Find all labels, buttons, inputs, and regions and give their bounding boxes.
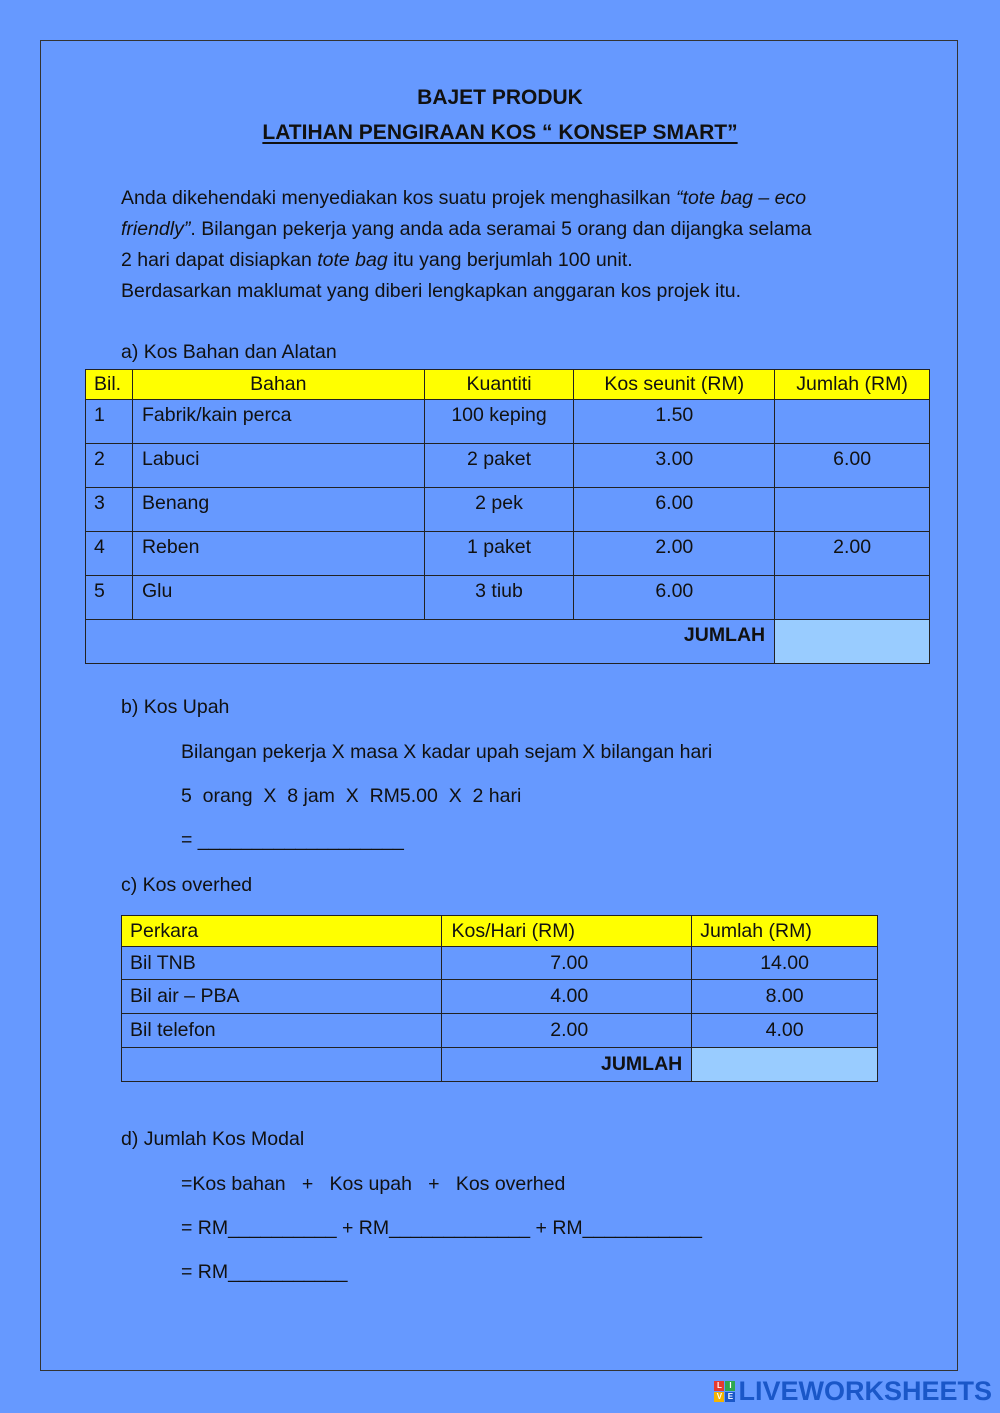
materials-table — [85, 369, 930, 664]
cell-bahan: Benang — [132, 488, 424, 532]
total-label: JUMLAH — [442, 1048, 692, 1082]
header-kuantiti: Kuantiti — [424, 370, 574, 400]
cell-jumlah: 2.00 — [775, 532, 930, 576]
wage-answer-blank[interactable]: = ___________________ — [181, 829, 404, 851]
table-row — [86, 488, 930, 532]
header-jumlah: Jumlah (RM) — [692, 916, 878, 947]
cell-jumlah: 4.00 — [692, 1014, 878, 1048]
cell-jumlah: 8.00 — [692, 980, 878, 1014]
cell-kos: 2.00 — [442, 1014, 692, 1048]
table-row — [122, 980, 878, 1014]
section-a-label: a) Kos Bahan dan Alatan — [121, 341, 337, 363]
section-c-label: c) Kos overhed — [121, 874, 253, 896]
cell-kuantiti: 100 keping — [424, 400, 574, 444]
capital-total-blank[interactable]: = RM___________ — [181, 1261, 348, 1283]
cell-perkara: Bil air – PBA — [122, 980, 442, 1014]
badge-letter: L — [714, 1381, 724, 1391]
cell-kos: 6.00 — [574, 488, 775, 532]
cell-kos: 7.00 — [442, 947, 692, 980]
cell-kos: 6.00 — [574, 576, 775, 620]
cell-bahan: Fabrik/kain perca — [132, 400, 424, 444]
cell-kos: 1.50 — [574, 400, 775, 444]
cell-bil: 2 — [86, 444, 133, 488]
capital-formula: =Kos bahan + Kos upah + Kos overhed — [181, 1173, 566, 1195]
intro-paragraph: Anda dikehendaki menyediakan kos suatu projek menghasilkan “tote bag – eco friendly”. Bilangan pekerja yang anda ada seramai 5 orang dan dijangka selama 2 hari dapat disiapkan tote bag itu yang berjumlah 100 unit. Berdasarkan maklumat yang diberi lengkapkan anggaran kos projek itu. — [121, 187, 812, 302]
materials-header-row — [86, 370, 930, 400]
badge-letter: E — [725, 1392, 735, 1402]
header-bahan: Bahan — [132, 370, 424, 400]
cell-kuantiti: 1 paket — [424, 532, 574, 576]
cell-bil: 1 — [86, 400, 133, 444]
wage-formula: Bilangan pekerja X masa X kadar upah sejam X bilangan hari — [181, 741, 713, 763]
cell-jumlah: 6.00 — [775, 444, 930, 488]
overhead-total-answer[interactable] — [692, 1048, 878, 1082]
liveworksheets-badge-icon — [714, 1381, 735, 1402]
section-b-label: b) Kos Upah — [121, 696, 230, 718]
cell-bahan: Glu — [132, 576, 424, 620]
cell-kos: 3.00 — [574, 444, 775, 488]
badge-letter: V — [714, 1392, 724, 1402]
cell-bahan: Reben — [132, 532, 424, 576]
cell-bil: 4 — [86, 532, 133, 576]
table-row — [86, 400, 930, 444]
overhead-table — [121, 915, 878, 1082]
answer-cell-jumlah[interactable] — [775, 576, 930, 620]
answer-cell-jumlah[interactable] — [775, 488, 930, 532]
table-row — [122, 1014, 878, 1048]
header-jumlah: Jumlah (RM) — [775, 370, 930, 400]
cell-kuantiti: 2 paket — [424, 444, 574, 488]
table-row — [86, 532, 930, 576]
liveworksheets-wordmark: LIVEWORKSHEETS — [738, 1376, 992, 1406]
cell-bahan: Labuci — [132, 444, 424, 488]
capital-breakdown-blanks[interactable]: = RM__________ + RM_____________ + RM___________ — [181, 1217, 702, 1239]
header-perkara: Perkara — [122, 916, 442, 947]
total-label: JUMLAH — [86, 620, 775, 664]
page-subtitle: LATIHAN PENGIRAAN KOS “ KONSEP SMART” — [262, 121, 738, 144]
cell-kuantiti: 2 pek — [424, 488, 574, 532]
section-d-label: d) Jumlah Kos Modal — [121, 1128, 305, 1150]
cell-bil: 5 — [86, 576, 133, 620]
page-title: BAJET PRODUK — [417, 86, 583, 109]
materials-total-row — [86, 620, 930, 664]
cell-perkara: Bil telefon — [122, 1014, 442, 1048]
header-kos-seunit: Kos seunit (RM) — [574, 370, 775, 400]
overhead-header-row — [122, 916, 878, 947]
badge-letter: I — [725, 1381, 735, 1391]
table-row — [86, 444, 930, 488]
materials-total-answer[interactable] — [775, 620, 930, 664]
liveworksheets-logo[interactable] — [714, 1376, 992, 1407]
table-row — [122, 947, 878, 980]
wage-calculation: 5 orang X 8 jam X RM5.00 X 2 hari — [181, 785, 522, 807]
cell-kos: 2.00 — [574, 532, 775, 576]
table-row — [86, 576, 930, 620]
header-bil: Bil. — [86, 370, 133, 400]
cell-kos: 4.00 — [442, 980, 692, 1014]
header-kos-hari: Kos/Hari (RM) — [442, 916, 692, 947]
cell-kuantiti: 3 tiub — [424, 576, 574, 620]
answer-cell-jumlah[interactable] — [775, 400, 930, 444]
cell-bil: 3 — [86, 488, 133, 532]
cell-jumlah: 14.00 — [692, 947, 878, 980]
overhead-total-row — [122, 1048, 878, 1082]
empty-cell — [122, 1048, 442, 1082]
cell-perkara: Bil TNB — [122, 947, 442, 980]
